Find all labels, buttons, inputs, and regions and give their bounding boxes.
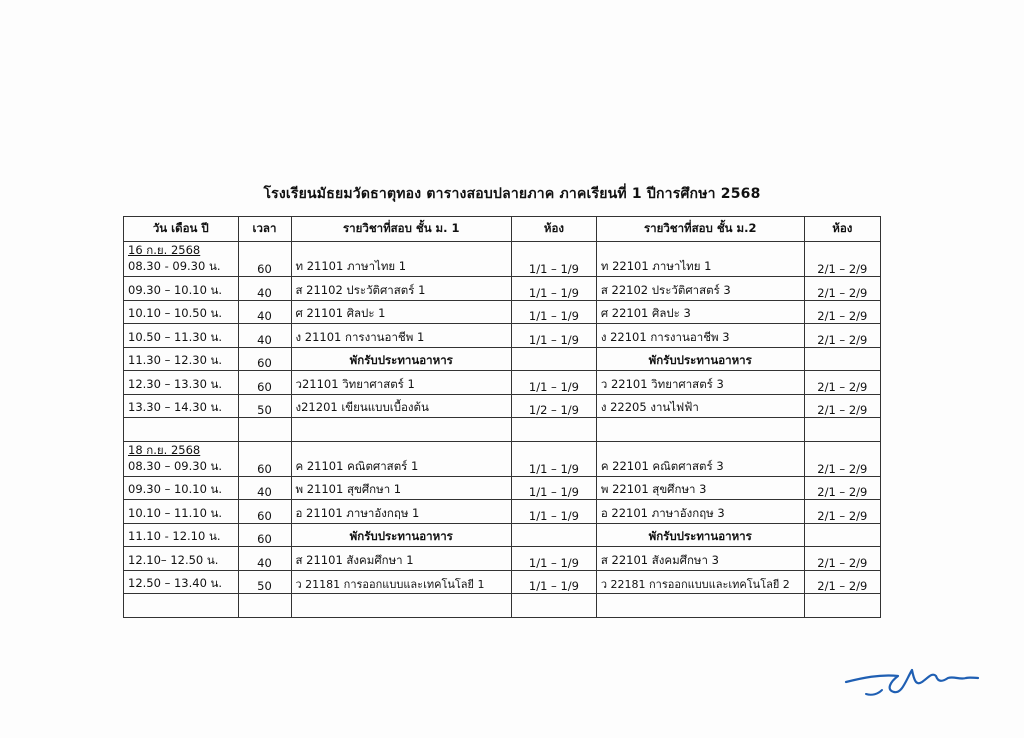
table-row <box>124 441 881 476</box>
room-m1-cell: 1/1 – 1/9 <box>512 324 597 348</box>
blank-row <box>124 594 881 618</box>
room-m1-cell: 1/1 – 1/9 <box>512 371 597 395</box>
table-row <box>124 300 881 324</box>
document-title: โรงเรียนมัธยมวัดธาตุทอง ตารางสอบปลายภาค ภาคเรียนที่ 1 ปีการศึกษา 2568 <box>263 186 761 202</box>
subject-m2-cell: อ 22101 ภาษาอังกฤษ 3 <box>596 500 804 524</box>
subject-m2-cell: ง 22101 การงานอาชีพ 3 <box>596 324 804 348</box>
table-row <box>124 277 881 301</box>
subject-m2-cell: ส 22101 สังคมศึกษา 3 <box>596 547 804 571</box>
date-cell <box>124 441 239 476</box>
table-row <box>124 242 881 277</box>
lunch-break-m1: พักรับประทานอาหาร <box>291 523 512 547</box>
room-m2-cell: 2/1 – 2/9 <box>804 570 880 594</box>
duration-cell: 60 <box>238 523 291 547</box>
time-slot: 11.10 - 12.10 น. <box>124 523 239 547</box>
subject-m1-cell: ส 21102 ประวัติศาสตร์ 1 <box>291 277 512 301</box>
blank-row <box>124 418 881 442</box>
room-m1-cell: 1/2 – 1/9 <box>512 394 597 418</box>
duration-cell: 40 <box>238 324 291 348</box>
room-m1-cell: 1/1 – 1/9 <box>512 547 597 571</box>
room-m2-cell: 2/1 – 2/9 <box>804 476 880 500</box>
lunch-break-m2: พักรับประทานอาหาร <box>596 523 804 547</box>
room-m1-cell: 1/1 – 1/9 <box>512 500 597 524</box>
room-m1-cell: 1/1 – 1/9 <box>512 300 597 324</box>
subject-m2-cell: ง 22205 งานไฟฟ้า <box>596 394 804 418</box>
empty-cell <box>804 523 880 547</box>
table-row <box>124 394 881 418</box>
subject-m2-cell: ท 22101 ภาษาไทย 1 <box>596 242 804 277</box>
room-m2-cell: 2/1 – 2/9 <box>804 277 880 301</box>
time-slot: 08.30 – 09.30 น. <box>128 458 223 473</box>
room-m2-cell: 2/1 – 2/9 <box>804 547 880 571</box>
empty-cell <box>512 523 597 547</box>
header-subject-m1: รายวิชาที่สอบ ชั้น ม. 1 <box>291 217 512 242</box>
room-m1-cell: 1/1 – 1/9 <box>512 476 597 500</box>
subject-m1-cell: ว21101 วิทยาศาสตร์ 1 <box>291 371 512 395</box>
day-label: 18 ก.ย. 2568 <box>128 442 201 457</box>
time-slot: 10.50 – 11.30 น. <box>124 324 239 348</box>
exam-schedule-table <box>123 216 881 618</box>
room-m2-cell: 2/1 – 2/9 <box>804 441 880 476</box>
duration-cell: 60 <box>238 371 291 395</box>
table-row <box>124 547 881 571</box>
subject-m1-cell: ค 21101 คณิตศาสตร์ 1 <box>291 441 512 476</box>
room-m2-cell: 2/1 – 2/9 <box>804 394 880 418</box>
date-cell <box>124 242 239 277</box>
empty-cell <box>512 347 597 371</box>
subject-m2-cell: ว 22101 วิทยาศาสตร์ 3 <box>596 371 804 395</box>
room-m1-cell: 1/1 – 1/9 <box>512 242 597 277</box>
table-row <box>124 324 881 348</box>
duration-cell: 50 <box>238 570 291 594</box>
table-row <box>124 476 881 500</box>
subject-m1-cell: ง21201 เขียนแบบเบื้องต้น <box>291 394 512 418</box>
time-slot: 12.50 – 13.40 น. <box>124 570 239 594</box>
subject-m1-cell: อ 21101 ภาษาอังกฤษ 1 <box>291 500 512 524</box>
table-row <box>124 500 881 524</box>
subject-m2-cell: ค 22101 คณิตศาสตร์ 3 <box>596 441 804 476</box>
time-slot: 10.10 – 10.50 น. <box>124 300 239 324</box>
subject-m1-cell: ง 21101 การงานอาชีพ 1 <box>291 324 512 348</box>
header-row <box>124 217 881 242</box>
subject-m1-cell: ส 21101 สังคมศึกษา 1 <box>291 547 512 571</box>
duration-cell: 40 <box>238 476 291 500</box>
subject-m1-cell: พ 21101 สุขศึกษา 1 <box>291 476 512 500</box>
time-slot: 12.10– 12.50 น. <box>124 547 239 571</box>
room-m1-cell: 1/1 – 1/9 <box>512 441 597 476</box>
duration-cell: 50 <box>238 394 291 418</box>
duration-cell: 60 <box>238 347 291 371</box>
time-slot: 11.30 – 12.30 น. <box>124 347 239 371</box>
empty-cell <box>804 347 880 371</box>
time-slot: 09.30 – 10.10 น. <box>124 277 239 301</box>
duration-cell: 60 <box>238 441 291 476</box>
time-slot: 10.10 – 11.10 น. <box>124 500 239 524</box>
room-m1-cell: 1/1 – 1/9 <box>512 277 597 301</box>
duration-cell: 60 <box>238 242 291 277</box>
header-subject-m2: รายวิชาที่สอบ ชั้น ม.2 <box>596 217 804 242</box>
table-row <box>124 371 881 395</box>
signature-mark <box>842 660 982 700</box>
room-m2-cell: 2/1 – 2/9 <box>804 324 880 348</box>
day-label: 16 ก.ย. 2568 <box>128 243 201 257</box>
room-m2-cell: 2/1 – 2/9 <box>804 242 880 277</box>
time-slot: 13.30 – 14.30 น. <box>124 394 239 418</box>
room-m2-cell: 2/1 – 2/9 <box>804 500 880 524</box>
duration-cell: 40 <box>238 277 291 301</box>
subject-m1-cell: ศ 21101 ศิลปะ 1 <box>291 300 512 324</box>
lunch-break-m1: พักรับประทานอาหาร <box>291 347 512 371</box>
subject-m2-cell: ส 22102 ประวัติศาสตร์ 3 <box>596 277 804 301</box>
room-m2-cell: 2/1 – 2/9 <box>804 371 880 395</box>
duration-cell: 40 <box>238 547 291 571</box>
subject-m2-cell: พ 22101 สุขศึกษา 3 <box>596 476 804 500</box>
header-room-m1: ห้อง <box>512 217 597 242</box>
time-slot: 09.30 – 10.10 น. <box>124 476 239 500</box>
time-slot: 12.30 – 13.30 น. <box>124 371 239 395</box>
subject-m1-cell: ท 21101 ภาษาไทย 1 <box>291 242 512 277</box>
time-slot: 08.30 - 09.30 น. <box>128 259 221 273</box>
duration-cell: 40 <box>238 300 291 324</box>
duration-cell: 60 <box>238 500 291 524</box>
header-date: วัน เดือน ปี <box>124 217 239 242</box>
break-row <box>124 523 881 547</box>
header-time: เวลา <box>238 217 291 242</box>
room-m2-cell: 2/1 – 2/9 <box>804 300 880 324</box>
break-row <box>124 347 881 371</box>
header-room-m2: ห้อง <box>804 217 880 242</box>
subject-m2-cell: ว 22181 การออกแบบและเทคโนโลยี 2 <box>596 570 804 594</box>
lunch-break-m2: พักรับประทานอาหาร <box>596 347 804 371</box>
subject-m2-cell: ศ 22101 ศิลปะ 3 <box>596 300 804 324</box>
room-m1-cell: 1/1 – 1/9 <box>512 570 597 594</box>
table-row <box>124 570 881 594</box>
subject-m1-cell: ว 21181 การออกแบบและเทคโนโลยี 1 <box>291 570 512 594</box>
